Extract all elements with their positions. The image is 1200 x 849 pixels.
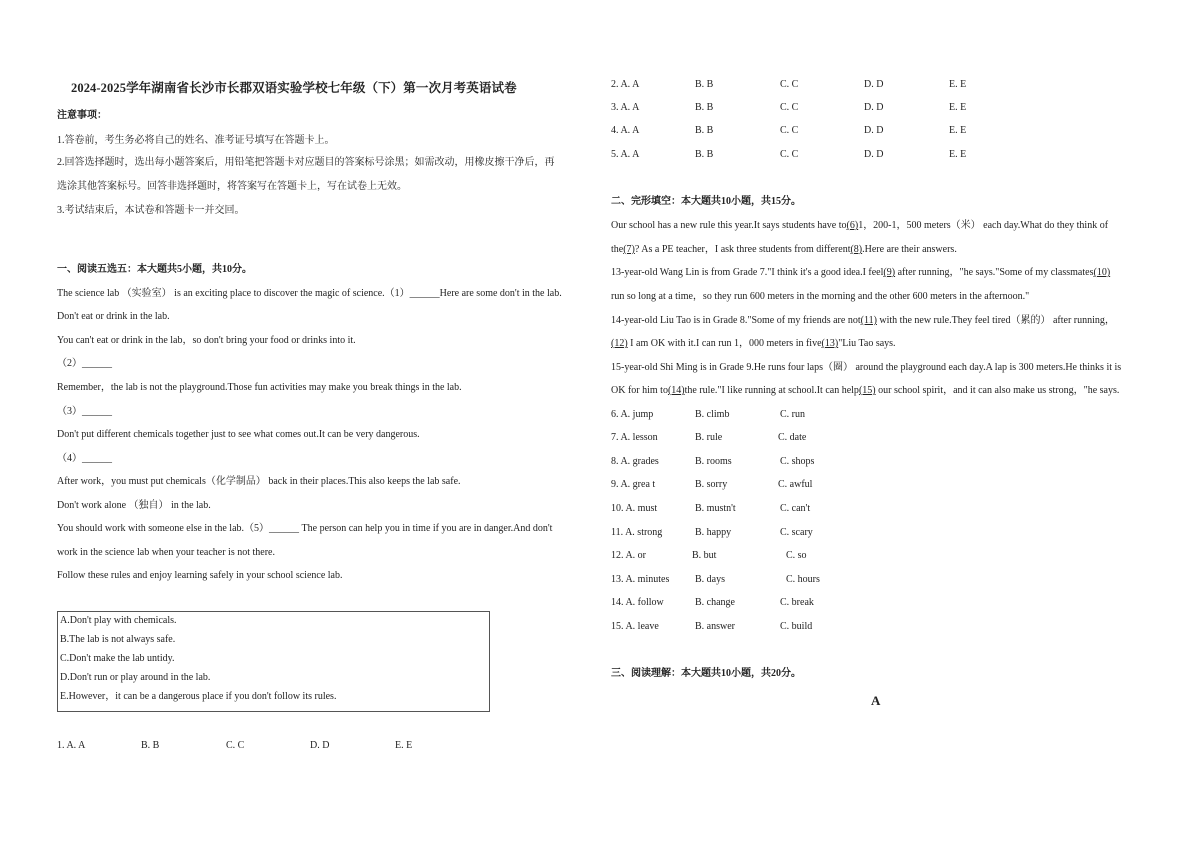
passage-line: run so long at a time，so they run 600 meters in the morning and the other 600 meters in the afternoon."	[611, 291, 1030, 302]
question-option[interactable]: C. build	[780, 621, 813, 632]
question-option[interactable]: C. awful	[778, 479, 813, 490]
answer-option[interactable]: 3. A. A	[611, 102, 640, 113]
question-option[interactable]: B. but	[692, 550, 717, 561]
passage-line: 13-year-old Wang Lin is from Grade 7."I think it's a good idea.I feel(9) after running，"he says."Some of my classmates(10)	[611, 267, 1111, 278]
question-option[interactable]: C. scary	[780, 527, 813, 538]
blank-number: (8)	[850, 244, 863, 255]
answer-option[interactable]: B. B	[695, 125, 714, 136]
question-option[interactable]: B. happy	[695, 527, 732, 538]
answer-option[interactable]: 1. A. A	[57, 740, 86, 751]
blank-number: (9)	[883, 267, 896, 278]
section-heading: 三、阅读理解：本大题共10小题，共20分。	[611, 668, 801, 679]
question-option[interactable]: C. so	[786, 550, 807, 561]
answer-option[interactable]: D. D	[864, 102, 884, 113]
question-option[interactable]: B. days	[695, 574, 725, 585]
options-box	[57, 611, 490, 712]
answer-option[interactable]: B. B	[141, 740, 160, 751]
answer-option[interactable]: B. B	[695, 149, 714, 160]
answer-option[interactable]: 4. A. A	[611, 125, 640, 136]
passage-line: The science lab （实验室） is an exciting place to discover the magic of science.（1）______Here are some don't in the lab.	[57, 288, 562, 299]
answer-option[interactable]: C. C	[780, 79, 799, 90]
question-option[interactable]: 7. A. lesson	[611, 432, 658, 443]
page-title: 2024-2025学年湖南省长沙市长郡双语实验学校七年级（下）第一次月考英语试卷	[71, 81, 517, 95]
blank-number: (15)	[858, 385, 876, 396]
answer-option[interactable]: C. C	[780, 149, 799, 160]
question-option[interactable]: B. rooms	[695, 456, 732, 467]
passage-line: After work，you must put chemicals（化学制品） back in their places.This also keeps the lab safe.	[57, 476, 461, 487]
answer-option[interactable]: C. C	[780, 125, 799, 136]
question-option[interactable]: 6. A. jump	[611, 409, 654, 420]
passage-line: 15-year-old Shi Ming is in Grade 9.He runs four laps（圈） around the playground each day.A lap is 300 meters.He thinks it is	[611, 362, 1122, 373]
answer-option[interactable]: C. C	[780, 102, 799, 113]
passage-line: Don't put different chemicals together just to see what comes out.It can be very dangerous.	[57, 429, 420, 440]
passage-line: 14-year-old Liu Tao is in Grade 8."Some of my friends are not(11) with the new rule.They feel tired（累的） after running，	[611, 315, 1115, 326]
passage-line: You should work with someone else in the lab.（5）______ The person can help you in time if you are in danger.And don't	[57, 523, 553, 534]
question-option[interactable]: B. sorry	[695, 479, 728, 490]
passage-line: OK for him to(14)the rule."I like running at school.It can help(15) our school spirit，and it can also make us strong，"he says.	[611, 385, 1120, 396]
question-option[interactable]: B. rule	[695, 432, 723, 443]
passage-line: Don't work alone （独自） in the lab.	[57, 500, 211, 511]
blank-line: （2）______	[57, 358, 112, 369]
question-option[interactable]: C. can't	[780, 503, 811, 514]
passage-line: the(7)? As a PE teacher，I ask three students from different(8).Here are their answers.	[611, 244, 957, 255]
answer-option[interactable]: C. C	[226, 740, 245, 751]
option-item: E.However，it can be a dangerous place if you don't follow its rules.	[60, 691, 337, 702]
option-item: B.The lab is not always safe.	[60, 634, 176, 645]
answer-option[interactable]: 5. A. A	[611, 149, 640, 160]
answer-option[interactable]: E. E	[949, 149, 967, 160]
question-option[interactable]: 14. A. follow	[611, 597, 664, 608]
question-option[interactable]: 9. A. grea t	[611, 479, 656, 490]
answer-option[interactable]: E. E	[949, 125, 967, 136]
question-option[interactable]: 12. A. or	[611, 550, 646, 561]
answer-option[interactable]: D. D	[864, 125, 884, 136]
passage-line: Our school has a new rule this year.It says students have to(6)1，200-1，500 meters（米） each day.What do they think of	[611, 220, 1109, 231]
blank-line: （4）______	[57, 453, 112, 464]
question-option[interactable]: C. shops	[780, 456, 815, 467]
blank-number: (10)	[1093, 267, 1111, 278]
answer-option[interactable]: E. E	[949, 79, 967, 90]
passage-line: Don't eat or drink in the lab.	[57, 311, 170, 322]
question-option[interactable]: B. change	[695, 597, 735, 608]
section-heading: 二、完形填空：本大题共10小题，共15分。	[611, 196, 801, 207]
answer-option[interactable]: D. D	[864, 149, 884, 160]
question-option[interactable]: 10. A. must	[611, 503, 658, 514]
answer-option[interactable]: B. B	[695, 79, 714, 90]
blank-number: (6)	[846, 220, 859, 231]
answer-option[interactable]: D. D	[310, 740, 330, 751]
passage-line: Follow these rules and enjoy learning safely in your school science lab.	[57, 570, 343, 581]
question-option[interactable]: 13. A. minutes	[611, 574, 670, 585]
answer-option[interactable]: B. B	[695, 102, 714, 113]
blank-number: (12)	[611, 338, 628, 349]
notice-item: 3.考试结束后，本试卷和答题卡一并交回。	[57, 205, 245, 216]
answer-option[interactable]: E. E	[395, 740, 413, 751]
notice-item: 2.回答选择题时，选出每小题答案后，用铅笔把答题卡对应题目的答案标号涂黑；如需改动，用橡皮擦干净后，再	[57, 157, 555, 168]
question-option[interactable]: 15. A. leave	[611, 621, 659, 632]
answer-option[interactable]: D. D	[864, 79, 884, 90]
question-option[interactable]: 8. A. grades	[611, 456, 659, 467]
question-option[interactable]: 11. A. strong	[611, 527, 663, 538]
passage-line: You can't eat or drink in the lab，so don't bring your food or drinks into it.	[57, 335, 356, 346]
notice-heading: 注意事项：	[57, 110, 107, 121]
blank-line: （3）______	[57, 406, 112, 417]
blank-number: (7)	[623, 244, 635, 255]
option-item: C.Don't make the lab untidy.	[60, 653, 175, 664]
notice-item: 1.答卷前，考生务必将自己的姓名、准考证号填写在答题卡上。	[57, 135, 335, 146]
notice-item: 选涂其他答案标号。回答非选择题时，将答案写在答题卡上，写在试卷上无效。	[57, 181, 407, 192]
option-item: A.Don't play with chemicals.	[60, 615, 177, 626]
part-label: A	[871, 693, 881, 708]
question-option[interactable]: C. break	[780, 597, 814, 608]
passage-line: Remember，the lab is not the playground.Those fun activities may make you break things in the lab.	[57, 382, 462, 393]
question-option[interactable]: B. mustn't	[695, 503, 736, 514]
answer-option[interactable]: E. E	[949, 102, 967, 113]
blank-number: (14)	[667, 385, 685, 396]
question-option[interactable]: C. date	[778, 432, 807, 443]
answer-option[interactable]: 2. A. A	[611, 79, 640, 90]
passage-line: work in the science lab when your teacher is not there.	[57, 547, 275, 558]
blank-number: (13)	[821, 338, 839, 349]
option-item: D.Don't run or play around in the lab.	[60, 672, 211, 683]
passage-line: (12) I am OK with it.I can run 1，000 meters in five(13)"Liu Tao says.	[611, 338, 896, 349]
question-option[interactable]: C. hours	[786, 574, 820, 585]
question-option[interactable]: B. climb	[695, 409, 730, 420]
question-option[interactable]: B. answer	[695, 621, 735, 632]
question-option[interactable]: C. run	[780, 409, 805, 420]
section-heading: 一、阅读五选五：本大题共5小题，共10分。	[57, 264, 252, 275]
blank-number: (11)	[860, 315, 877, 326]
